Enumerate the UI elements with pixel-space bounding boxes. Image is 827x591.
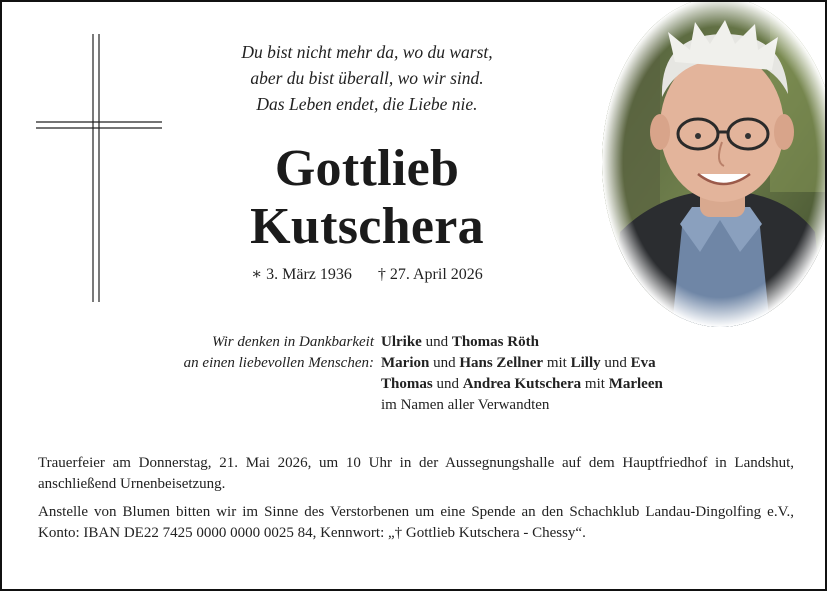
memorial-verse (202, 39, 532, 117)
family-connector: mit (543, 355, 571, 371)
cross-icon (36, 34, 162, 302)
family-member-name: Lilly (570, 355, 601, 371)
family-member-name: Marion (381, 355, 430, 371)
donation-info: Anstelle von Blumen bitten wir im Sinne des Verstorbenen um eine Spende an den Schachklub Landau-Dingolfing e.V., Konto: IBAN DE22 7425 0000 0000 0025 84, Kennwort: „† Gottlieb Kutschera - Chessy“. (38, 504, 794, 541)
family-connector: im Namen aller Verwandten (381, 397, 550, 413)
family-member-name: Hans Zellner (459, 355, 544, 371)
family-member-name: Ulrike (381, 334, 422, 350)
family-line (381, 353, 761, 374)
life-dates (202, 264, 532, 284)
family-line (381, 374, 761, 395)
family-connector: und (432, 376, 463, 392)
verse-line: aber du bist überall, wo wir sind. (250, 68, 484, 88)
family-line (381, 332, 761, 353)
deceased-name (202, 140, 532, 256)
family-connector: und (600, 355, 631, 371)
first-name: Gottlieb (274, 140, 460, 197)
family-member-name: Thomas Röth (451, 334, 539, 350)
thanks-intro (152, 332, 374, 374)
verse-line: Du bist nicht mehr da, wo du warst, (241, 42, 493, 62)
family-member-name: Thomas (381, 376, 433, 392)
family-list (381, 332, 761, 416)
family-member-name: Andrea Kutschera (462, 376, 582, 392)
portrait-photo (600, 2, 825, 327)
family-connector: und (429, 355, 460, 371)
thanks-intro-line: Wir denken in Dankbarkeit (211, 334, 374, 350)
family-connector: und (421, 334, 452, 350)
death-date: † 27. April 2026 (377, 266, 483, 283)
last-name: Kutschera (250, 198, 484, 255)
family-line (381, 395, 761, 416)
birth-date: ∗ 3. März 1936 (251, 266, 352, 283)
thanks-intro-line: an einen liebevollen Menschen: (183, 355, 374, 371)
family-member-name: Marleen (608, 376, 663, 392)
family-member-name: Eva (630, 355, 656, 371)
ceremony-info: Trauerfeier am Donnerstag, 21. Mai 2026, um 10 Uhr in der Aussegnungshalle auf dem Hauptfriedhof in Landshut, anschließend Urnenbeisetzung. (38, 455, 794, 492)
verse-line: Das Leben endet, die Liebe nie. (256, 94, 478, 114)
family-connector: mit (581, 376, 609, 392)
